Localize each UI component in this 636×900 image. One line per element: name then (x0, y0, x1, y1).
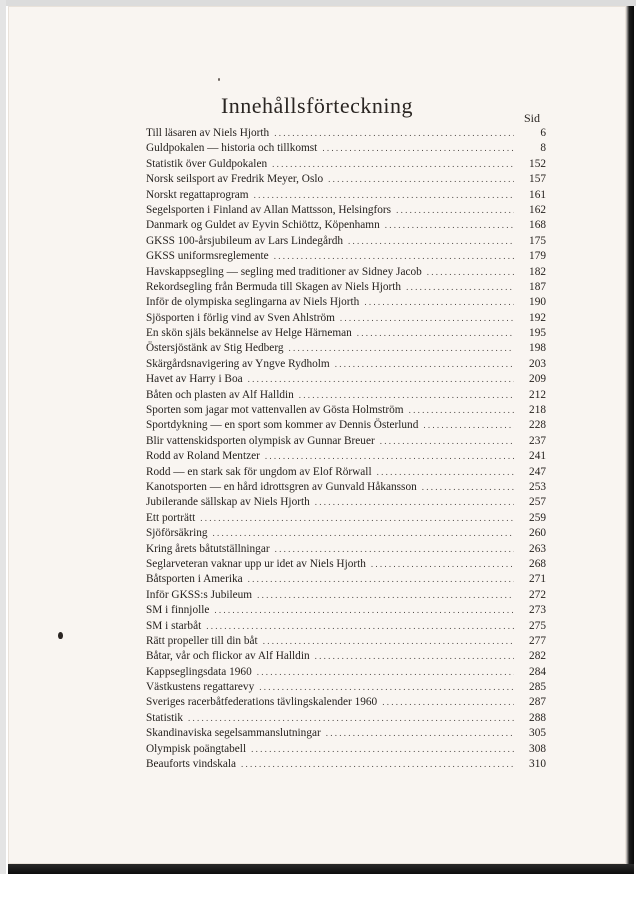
toc-entry-title: Havskappsegling — segling med traditioner av Sidney Jacob (146, 265, 422, 278)
scan-bottom-margin (0, 874, 636, 900)
dot-leader (241, 757, 514, 772)
toc-entry (146, 649, 546, 664)
toc-entry-page-number: 285 (529, 681, 546, 694)
toc-entry-title: Inför GKSS:s Jubileum (146, 588, 253, 601)
toc-entry-title: Guldpokalen — historia och tillkomst (146, 142, 318, 155)
toc-entry (146, 341, 546, 356)
toc-entry (146, 295, 546, 310)
toc-entry-page-number: 308 (529, 742, 546, 755)
toc-entry-title: Sjöförsäkring (146, 527, 208, 540)
toc-entry-page-number: 273 (529, 604, 546, 617)
toc-entry (146, 680, 546, 695)
toc-entry-title: Seglarveteran vaknar upp ur idet av Niels Hjorth (146, 557, 366, 570)
toc-entry-title: Danmark og Guldet av Eyvin Schiöttz, Köpenhamn (146, 219, 380, 232)
dot-leader (385, 218, 514, 233)
toc-entry-title: Sporten som jagar mot vattenvallen av Gösta Holmström (146, 404, 404, 417)
dot-leader (335, 357, 514, 372)
dot-leader (213, 526, 515, 541)
toc-entry (146, 403, 546, 418)
toc-entry (146, 634, 546, 649)
toc-entry-page-number: 152 (529, 157, 546, 170)
toc-entry (146, 603, 546, 618)
dot-leader (188, 711, 514, 726)
toc-entry (146, 280, 546, 295)
dot-leader (274, 126, 514, 141)
dot-leader (409, 403, 514, 418)
toc-entry-page-number: 288 (529, 711, 546, 724)
toc-entry (146, 726, 546, 741)
toc-entry (146, 526, 546, 541)
toc-entry (146, 311, 546, 326)
toc-entry (146, 357, 546, 372)
toc-entry-title: En skön själs bekännelse av Helge Härneman (146, 327, 352, 340)
toc-entry-page-number: 162 (529, 203, 546, 216)
toc-entry-page-number: 157 (529, 173, 546, 186)
dot-leader (257, 588, 514, 603)
toc-entry (146, 557, 546, 572)
toc-entry-title: Sjösporten i förlig vind av Sven Ahlström (146, 311, 335, 324)
toc-entry-title: Statistik (146, 711, 184, 724)
toc-entry-page-number: 287 (529, 696, 546, 709)
toc-entry-page-number: 198 (529, 342, 546, 355)
toc-entry-title: Rekordsegling från Bermuda till Skagen av Niels Hjorth (146, 280, 402, 293)
toc-entry-page-number: 277 (529, 634, 546, 647)
toc-entry-title: Västkustens regattarevy (146, 681, 255, 694)
dot-leader (214, 603, 514, 618)
table-of-contents (146, 126, 546, 772)
toc-entry-page-number: 6 (540, 127, 546, 139)
toc-entry-page-number: 282 (529, 650, 546, 663)
dot-leader (348, 234, 514, 249)
toc-entry (146, 449, 546, 464)
scan-edge-left (0, 0, 6, 900)
toc-entry (146, 157, 546, 172)
dot-leader (315, 495, 514, 510)
toc-entry-page-number: 253 (529, 480, 546, 493)
toc-entry-title: Statistik över Guldpokalen (146, 157, 268, 170)
toc-entry-page-number: 175 (529, 234, 546, 247)
toc-entry-page-number: 305 (529, 727, 546, 740)
page-title: Innehållsförteckning (220, 92, 414, 118)
toc-entry (146, 188, 546, 203)
dot-leader (265, 449, 514, 464)
dot-leader (377, 465, 514, 480)
toc-entry-title: Norsk seilsport av Fredrik Meyer, Oslo (146, 173, 324, 186)
toc-entry-page-number: 260 (529, 527, 546, 540)
dot-leader (200, 511, 514, 526)
toc-entry-page-number: 187 (529, 280, 546, 293)
toc-entry (146, 372, 546, 387)
toc-entry-title: Inför de olympiska seglingarna av Niels Hjorth (146, 296, 360, 309)
toc-entry-page-number: 272 (529, 588, 546, 601)
dot-leader (326, 726, 514, 741)
toc-entry (146, 465, 546, 480)
dot-leader (371, 557, 514, 572)
dot-leader (274, 249, 514, 264)
toc-entry-title: Till läsaren av Niels Hjorth (146, 127, 270, 139)
toc-entry (146, 742, 546, 757)
toc-entry (146, 480, 546, 495)
toc-entry-page-number: 182 (529, 265, 546, 278)
toc-entry (146, 326, 546, 341)
toc-entry-page-number: 247 (529, 465, 546, 478)
toc-entry-title: Båten och plasten av Alf Halldin (146, 388, 294, 401)
ink-dot (218, 78, 220, 81)
toc-entry-title: Ett porträtt (146, 511, 196, 524)
toc-entry-title: Blir vattenskidsporten olympisk av Gunnar Breuer (146, 434, 375, 447)
toc-entry-page-number: 310 (529, 758, 546, 771)
dot-leader (206, 619, 514, 634)
toc-entry-title: Rodd av Roland Mentzer (146, 450, 260, 463)
dot-leader (272, 157, 514, 172)
toc-entry-title: Beauforts vindskala (146, 758, 237, 771)
dot-leader (251, 742, 514, 757)
toc-entry-title: Båtsporten i Amerika (146, 573, 243, 586)
page-column-header: Sid (524, 111, 541, 125)
dot-leader (322, 141, 514, 156)
dot-leader (396, 203, 514, 218)
toc-entry-page-number: 259 (529, 511, 546, 524)
toc-entry (146, 126, 546, 141)
toc-entry (146, 665, 546, 680)
toc-entry-title: Norskt regattaprogram (146, 188, 249, 201)
toc-entry-page-number: 228 (529, 419, 546, 432)
toc-entry-title: Kanotsporten — en hård idrottsgren av Gunvald Håkansson (146, 480, 417, 493)
dot-leader (259, 680, 514, 695)
toc-entry (146, 572, 546, 587)
toc-entry-page-number: 275 (529, 619, 546, 632)
dot-leader (328, 172, 514, 187)
toc-entry (146, 172, 546, 187)
toc-entry-title: GKSS 100-årsjubileum av Lars Lindegårdh (146, 234, 344, 247)
book-page (8, 6, 626, 864)
toc-entry-page-number: 161 (529, 188, 546, 201)
toc-entry (146, 757, 546, 772)
toc-entry-title: Kappseglingsdata 1960 (146, 665, 252, 678)
dot-leader (357, 326, 514, 341)
toc-entry-title: Båtar, vår och flickor av Alf Halldin (146, 650, 310, 663)
dot-leader (248, 572, 514, 587)
toc-entry-title: Skärgårdsnavigering av Yngve Rydholm (146, 357, 330, 370)
toc-entry-title: Rätt propeller till din båt (146, 634, 258, 647)
page-bottom-shadow (8, 864, 634, 874)
toc-entry-page-number: 218 (529, 404, 546, 417)
dot-leader (382, 695, 514, 710)
toc-entry-title: Havet av Harry i Boa (146, 373, 243, 386)
dot-leader (423, 418, 514, 433)
toc-entry (146, 203, 546, 218)
toc-entry-title: Skandinaviska segelsammanslutningar (146, 727, 321, 740)
toc-entry-title: Östersjöstänk av Stig Hedberg (146, 342, 284, 355)
toc-entry-page-number: 203 (529, 357, 546, 370)
toc-entry (146, 234, 546, 249)
toc-entry (146, 542, 546, 557)
toc-entry (146, 588, 546, 603)
toc-entry-page-number: 190 (529, 296, 546, 309)
toc-entry (146, 141, 546, 156)
toc-entry (146, 249, 546, 264)
page-right-shadow (626, 6, 634, 864)
dot-leader (380, 434, 514, 449)
dot-leader (289, 341, 514, 356)
dot-leader (315, 649, 514, 664)
dot-leader (275, 542, 514, 557)
toc-entry-page-number: 237 (529, 434, 546, 447)
toc-entry-title: Segelsporten i Finland av Allan Mattsson, Helsingfors (146, 203, 392, 216)
toc-entry (146, 265, 546, 280)
toc-entry (146, 695, 546, 710)
dot-leader (340, 311, 514, 326)
dot-leader (248, 372, 514, 387)
toc-entry-title: GKSS uniformsreglemente (146, 250, 269, 263)
toc-entry-page-number: 195 (529, 327, 546, 340)
toc-entry-page-number: 284 (529, 665, 546, 678)
toc-entry (146, 218, 546, 233)
toc-entry (146, 388, 546, 403)
toc-entry-page-number: 212 (529, 388, 546, 401)
toc-entry-title: Jubilerande sällskap av Niels Hjorth (146, 496, 310, 509)
dot-leader (299, 388, 514, 403)
toc-entry-title: Sveriges racerbåtfederations tävlingskalender 1960 (146, 696, 378, 709)
toc-entry-page-number: 168 (529, 219, 546, 232)
toc-entry-page-number: 268 (529, 557, 546, 570)
dot-leader (422, 480, 514, 495)
dot-leader (263, 634, 514, 649)
toc-entry-page-number: 209 (529, 373, 546, 386)
dot-leader (257, 665, 514, 680)
toc-entry-page-number: 179 (529, 250, 546, 263)
toc-entry (146, 418, 546, 433)
toc-entry-page-number: 271 (529, 573, 546, 586)
toc-entry (146, 619, 546, 634)
toc-entry-title: Sportdykning — en sport som kommer av Dennis Österlund (146, 419, 419, 432)
toc-entry-page-number: 241 (529, 450, 546, 463)
toc-entry-title: SM i starbåt (146, 619, 202, 632)
toc-entry-title: SM i finnjolle (146, 604, 210, 617)
dot-leader (406, 280, 514, 295)
dot-leader (254, 188, 514, 203)
toc-entry-page-number: 192 (529, 311, 546, 324)
ink-speck (58, 632, 63, 639)
toc-entry (146, 511, 546, 526)
toc-entry (146, 711, 546, 726)
dot-leader (427, 265, 514, 280)
toc-entry-title: Kring årets båtutställningar (146, 542, 270, 555)
dot-leader (364, 295, 514, 310)
toc-entry-page-number: 257 (529, 496, 546, 509)
toc-entry-page-number: 8 (540, 142, 546, 155)
toc-entry-page-number: 263 (529, 542, 546, 555)
toc-entry (146, 434, 546, 449)
toc-entry-title: Olympisk poängtabell (146, 742, 247, 755)
toc-entry-title: Rodd — en stark sak för ungdom av Elof Rörwall (146, 465, 372, 478)
toc-entry (146, 495, 546, 510)
